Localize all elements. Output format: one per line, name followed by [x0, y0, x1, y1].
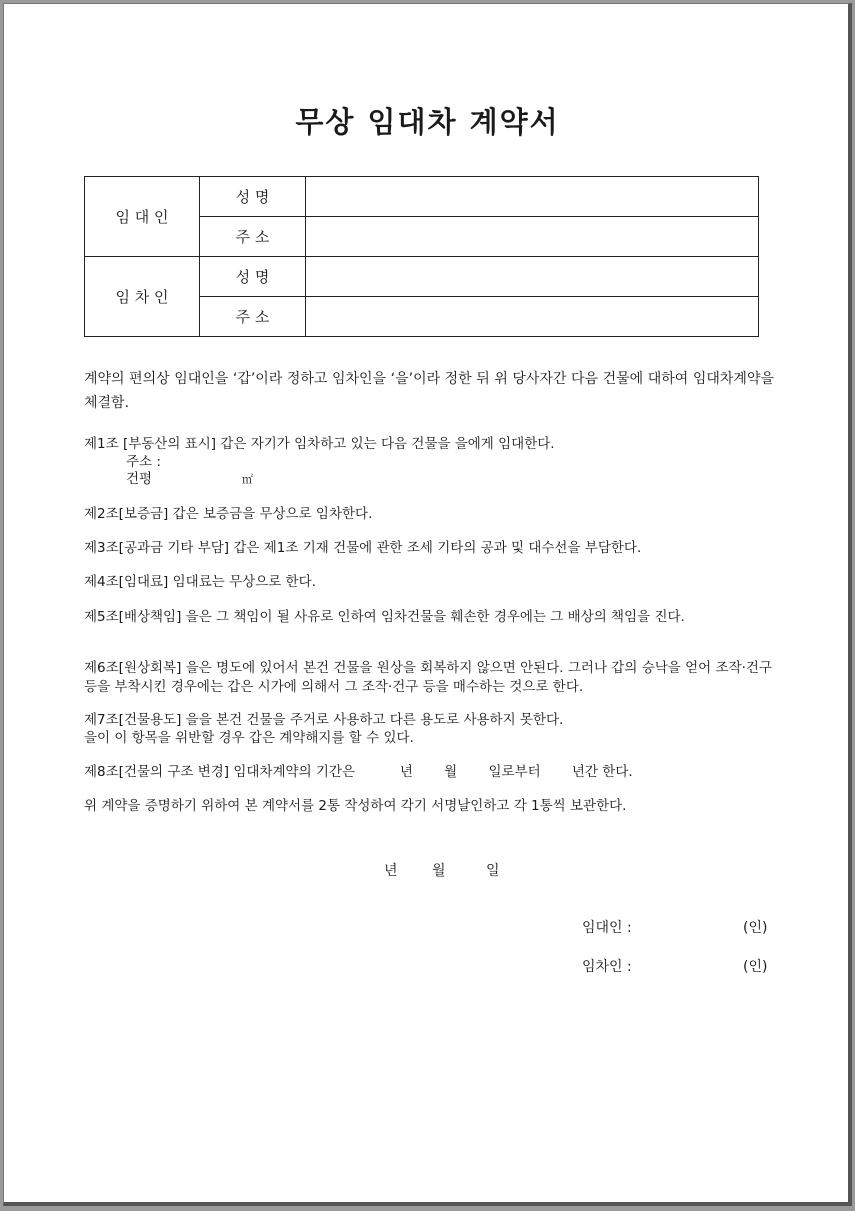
article-7-line-2: 을이 이 항목을 위반할 경우 갑은 계약해지를 할 수 있다.	[84, 730, 414, 746]
article-6: 제6조[원상회복] 을은 명도에 있어서 본건 건물을 원상을 회복하지 않으면 안된다. 그러나 갑의 승낙을 얻어 조작·건구 등을 부착시킨 경우에는 갑은 시가에 의해서 그 조작·건구 등을 매수하는 것으로 한다.	[84, 660, 772, 695]
lessee-name-label: 성 명	[200, 257, 306, 297]
lessor-name-label: 성 명	[200, 177, 306, 217]
article-1-address: 주소 :	[126, 454, 161, 470]
lessor-label: 임 대 인	[85, 177, 200, 257]
parties-table	[84, 176, 759, 337]
document-title: 무상 임대차 계약서	[295, 105, 560, 139]
article-3: 제3조[공과금 기타 부담] 갑은 제1조 기재 건물에 관한 조세 기타의 공과 및 대수선을 부담한다.	[84, 540, 642, 556]
lessee-seal: (인)	[743, 959, 768, 975]
date-month: 월	[432, 863, 446, 879]
lessee-signature-label: 임차인 :	[582, 959, 632, 975]
article-5: 제5조[배상책임] 을은 그 책임이 될 사유로 인하여 임차건물을 훼손한 경우에는 그 배상의 책임을 진다.	[84, 609, 685, 625]
date-day: 일	[486, 863, 500, 879]
lessor-address-label: 주 소	[200, 217, 306, 257]
lessee-address-value[interactable]	[306, 297, 759, 337]
article-4: 제4조[임대료] 임대료는 무상으로 한다.	[84, 574, 316, 590]
date-year: 년	[384, 863, 398, 879]
lessee-address-label: 주 소	[200, 297, 306, 337]
article-8: 제8조[건물의 구조 변경] 임대차계약의 기간은 년 월 일로부터 년간 한다.	[84, 764, 633, 780]
lessor-signature-label: 임대인 :	[582, 920, 632, 936]
closing-statement: 위 계약을 증명하기 위하여 본 계약서를 2통 작성하여 각기 서명날인하고 각 1통씩 보관한다.	[84, 798, 627, 814]
article-1: 제1조 [부동산의 표시] 갑은 자기가 임차하고 있는 다음 건물을 을에게 임대한다.	[84, 436, 555, 452]
intro-paragraph: 계약의 편의상 임대인을 ‘갑’이라 정하고 임차인을 ‘을’이라 정한 뒤 위 당사자간 다음 건물에 대하여 임대차계약을 체결함.	[84, 371, 774, 411]
lessor-seal: (인)	[743, 920, 768, 936]
article-7-line-1: 제7조[건물용도] 을을 본건 건물을 주거로 사용하고 다른 용도로 사용하지 못한다.	[84, 712, 564, 728]
lessee-name-value[interactable]	[306, 257, 759, 297]
lessor-name-value[interactable]	[306, 177, 759, 217]
lessee-label: 임 차 인	[85, 257, 200, 337]
lessor-address-value[interactable]	[306, 217, 759, 257]
article-1-area-unit: ㎡	[242, 473, 253, 486]
article-2: 제2조[보증금] 갑은 보증금을 무상으로 임차한다.	[84, 506, 373, 522]
article-1-area: 건평	[126, 471, 153, 487]
